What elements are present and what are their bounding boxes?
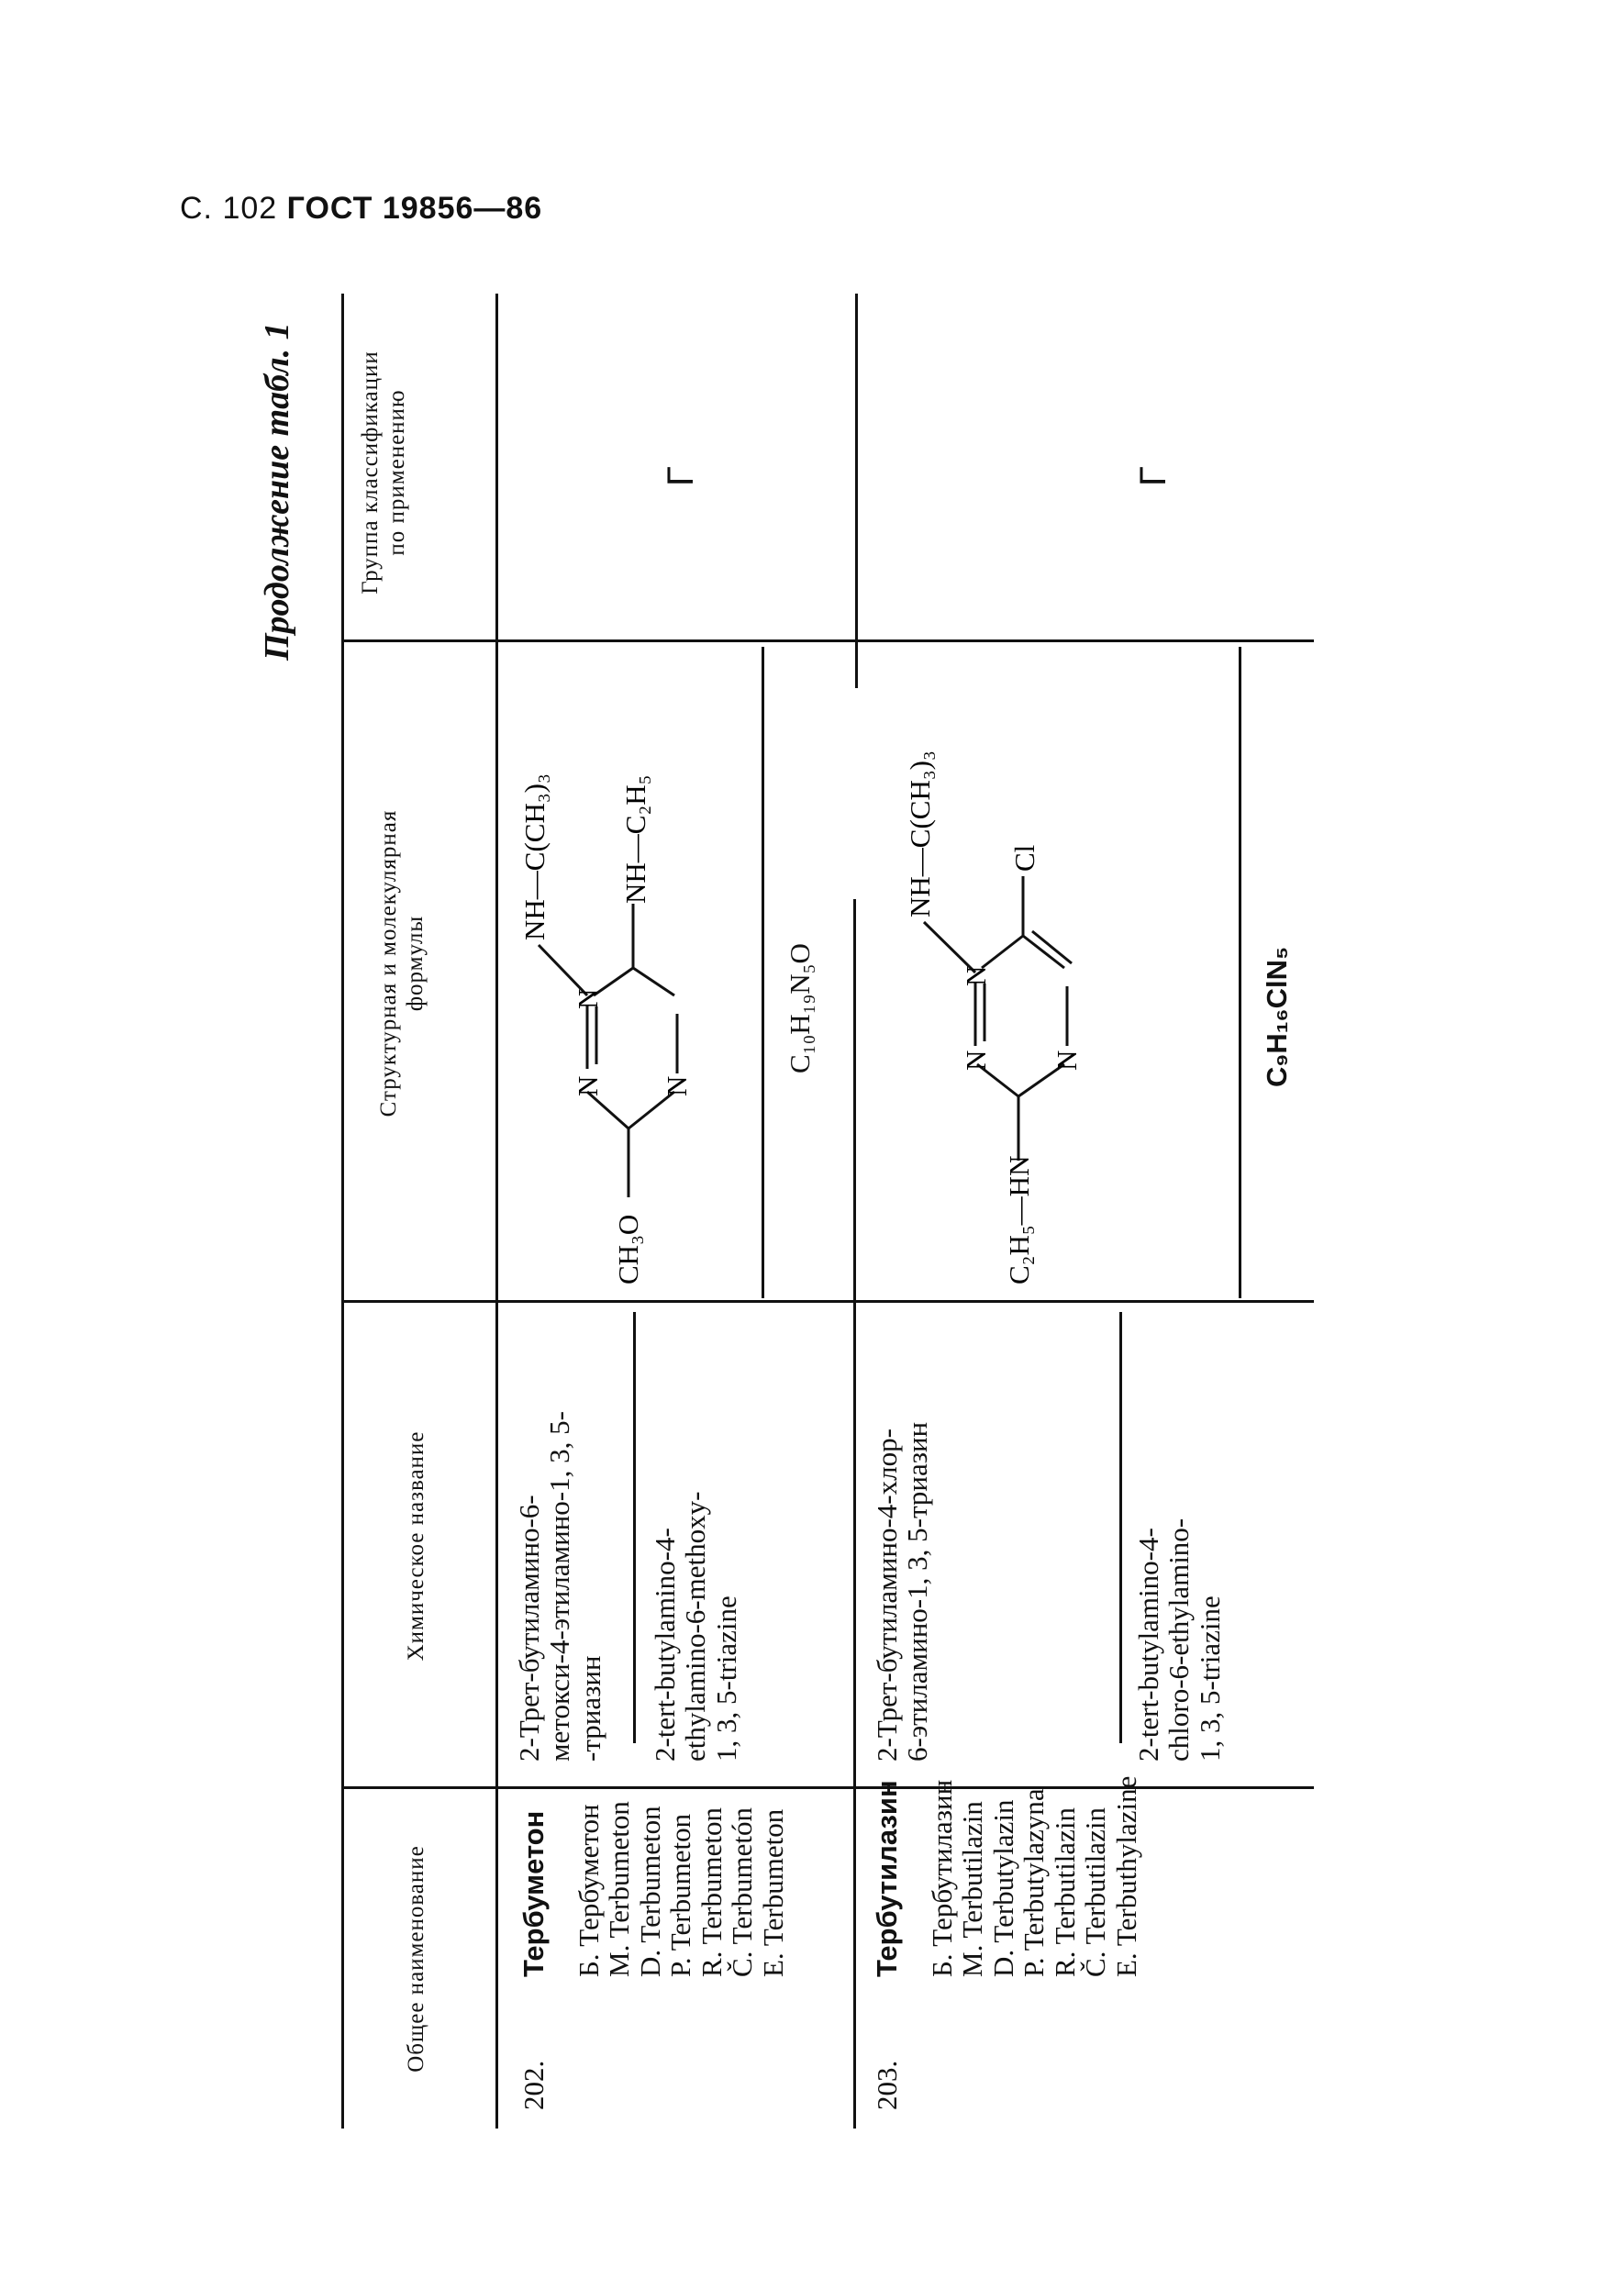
text-line: 2-tert-butylamino-4- (1132, 1528, 1164, 1762)
entry-203-molecular-formula: C₉H₁₆ClN₅ (1261, 946, 1293, 1087)
label-n: N (572, 1075, 604, 1096)
synonym: Č. Terbumetón (726, 1807, 759, 1977)
row-divider-right (855, 294, 858, 688)
label-n: N (1051, 1050, 1083, 1071)
synonym: R. Terbumeton (695, 1807, 728, 1977)
sub-rule-203-formula (1239, 647, 1241, 1298)
sub-rule-203-name (1119, 1312, 1122, 1743)
synonym: D. Terbumeton (633, 1806, 666, 1977)
table-top-rule (341, 294, 344, 2129)
structure-203 (858, 642, 1161, 1298)
entry-203-synonyms (927, 1776, 1141, 1977)
col-divider-2 (341, 1300, 1314, 1303)
header-general-name: Общее наименование (404, 1845, 428, 2073)
structure-202 (500, 642, 762, 1298)
page-header (180, 191, 542, 227)
entry-202-number: 202. (517, 2060, 550, 2110)
synonym: R. Terbutilazin (1048, 1807, 1081, 1977)
triazine-ring-203 (924, 876, 1072, 1161)
sub-rule-202-formula (762, 647, 764, 1298)
synonym: P. Terbumeton (664, 1813, 697, 1977)
synonym: M. Terbutilazin (956, 1801, 989, 1977)
synonym: E. Terbumeton (756, 1808, 789, 1977)
text-line: 1, 3, 5-triazine (1193, 1595, 1226, 1762)
rotated-table (229, 294, 1431, 2129)
label-nh-ethyl: NH—C₂H₅ (619, 774, 651, 904)
label-nh-tbutyl: NH—C(CH₃)₃ (518, 773, 551, 940)
text-line: 2-Трет-бутиламино-4-хлор- (871, 1428, 903, 1762)
entry-202-title: Тербуметон (517, 1810, 550, 1977)
header-bottom-rule (495, 294, 498, 2129)
header-formula: Структурная и молекулярная формулы (376, 809, 428, 1117)
entry-202-molecular-formula: C₁₀H₁₉N₅O (784, 943, 816, 1073)
synonym: E. Terbuthylazine (1109, 1775, 1142, 1977)
label-ch3o: CH₃O (612, 1214, 644, 1284)
text-line: 2-tert-butylamino-4- (649, 1528, 681, 1762)
text-line: -триазин (573, 1655, 606, 1762)
text-line: 6-этиламино-1, 3, 5-триазин (901, 1421, 934, 1762)
label-n: N (960, 1050, 992, 1071)
entry-202-chemical-name-ru (514, 1411, 606, 1762)
col-divider-3 (341, 639, 1314, 642)
entry-202-synonyms (573, 1801, 788, 1977)
label-n: N (572, 988, 604, 1009)
label-cl: Cl (1008, 844, 1040, 872)
synonym: D. Terbutylazin (986, 1799, 1019, 1977)
entry-203-number: 203. (871, 2060, 903, 2110)
entry-203-chemical-name-en (1133, 1518, 1225, 1762)
standard-code: ГОСТ 19856—86 (286, 191, 543, 226)
page-prefix: С. (180, 191, 213, 226)
triazine-ring-202 (539, 904, 677, 1197)
text-line: метокси-4-этиламино-1, 3, 5- (543, 1411, 576, 1762)
text-line: chloro-6-ethylamino- (1162, 1517, 1196, 1762)
header-group: Группа классификации по применению (358, 350, 409, 595)
text-line: ethylamino-6-methoxy- (679, 1491, 712, 1762)
sub-rule-202-name (633, 1312, 636, 1743)
continuation-label: Продолжение табл. 1 (258, 322, 296, 661)
label-n: N (960, 965, 992, 986)
text-line: 1, 3, 5-triazine (709, 1595, 742, 1762)
page-number: 102 (222, 191, 278, 226)
entry-202-group: Г (661, 466, 701, 486)
header-chemical-name: Химическое название (404, 1430, 428, 1662)
synonym: Č. Terbutilazin (1079, 1807, 1112, 1977)
entry-203-chemical-name-ru (872, 1422, 933, 1762)
entry-203-group: Г (1133, 466, 1174, 486)
synonym: Б. Тербутилазин (926, 1779, 958, 1977)
col-divider-1 (341, 1786, 1314, 1789)
label-nh-tbutyl: NH—C(CH₃)₃ (904, 750, 936, 917)
synonym: P. Terbutylazyna (1018, 1788, 1051, 1977)
synonym: Б. Тербуметон (573, 1804, 605, 1977)
label-n: N (661, 1075, 693, 1096)
synonym: M. Terbumeton (603, 1801, 636, 1977)
row-divider-left (853, 899, 856, 2129)
text-line: 2-Трет-бутиламино-6- (513, 1495, 545, 1762)
label-ethyl-hn: C₂H₅—HN (1003, 1155, 1035, 1284)
entry-202-chemical-name-en (650, 1492, 741, 1762)
entry-203-title: Тербутилазин (871, 1780, 903, 1977)
